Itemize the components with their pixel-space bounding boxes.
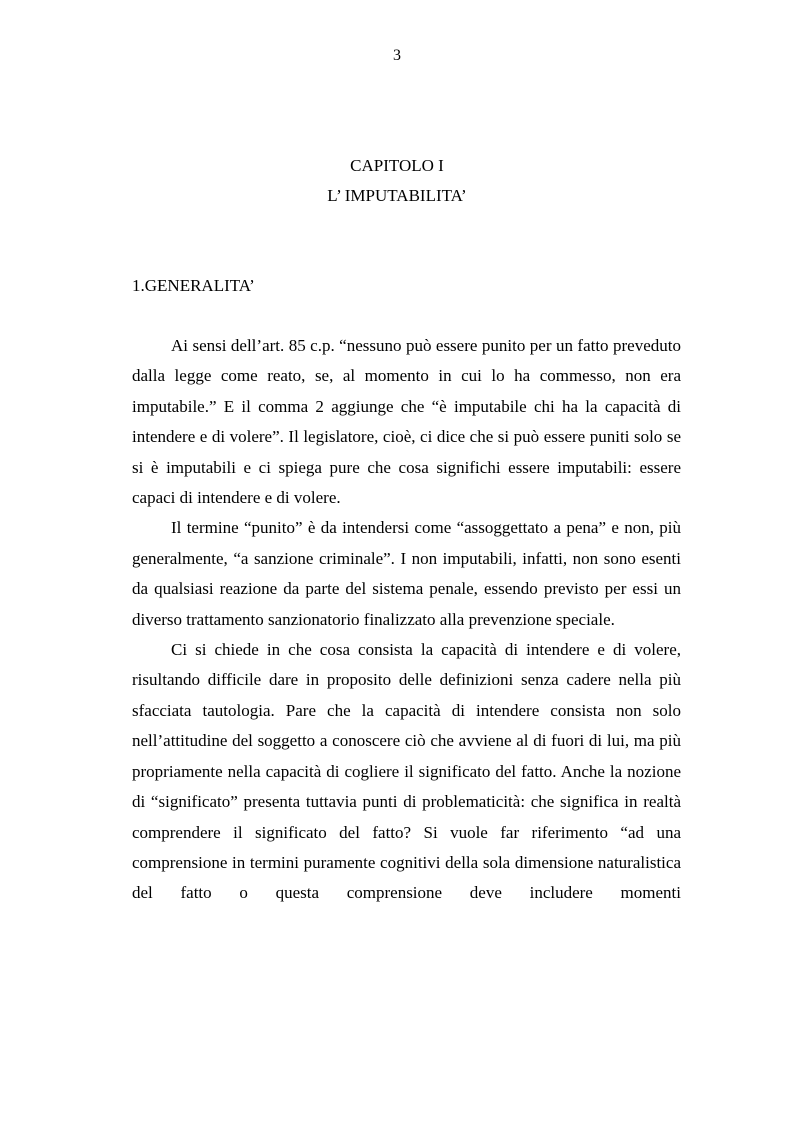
- page-number: 3: [393, 47, 401, 64]
- body-text: [132, 331, 681, 909]
- section-title: 1.GENERALITA’: [132, 276, 255, 295]
- paragraph-1: Ai sensi dell’art. 85 c.p. “nessuno può essere punito per un fatto preveduto dalla legge come reato, se, al momento in cui lo ha commesso, non era imputabile.” E il comma 2 aggiunge che “è imputabile chi ha la capacità di intendere e di volere”. Il legislatore, cioè, ci dice che si può essere puniti solo se si è imputabili e ci spiega pure che cosa significhi essere imputabili: essere capaci di intendere e di volere.: [132, 336, 681, 508]
- chapter-heading: [0, 151, 794, 211]
- paragraph-3: Ci si chiede in che cosa consista la capacità di intendere e di volere, risultando difficile dare in proposito delle definizioni senza cadere nella più sfacciata tautologia. Pare che la capacità di intendere consista non solo nell’attitudine del soggetto a conoscere ciò che avviene al di fuori di lui, ma più propriamente nella capacità di cogliere il significato del fatto. Anche la nozione di “significato” presenta tuttavia punti di problematicità: che significa in realtà comprendere il significato del fatto? Si vuole far riferimento “ad una comprensione in termini puramente cognitivi della sola dimensione naturalistica del fatto o questa comprensione deve includere momenti: [132, 640, 681, 903]
- chapter-label: CAPITOLO I: [350, 156, 444, 175]
- paragraph-2: Il termine “punito” è da intendersi come “assoggettato a pena” e non, più generalmente, “a sanzione criminale”. I non imputabili, infatti, non sono esenti da qualsiasi reazione da parte del sistema penale, essendo previsto per essi un diverso trattamento sanzionatorio finalizzato alla prevenzione speciale.: [132, 518, 681, 629]
- chapter-title: L’ IMPUTABILITA’: [327, 186, 467, 205]
